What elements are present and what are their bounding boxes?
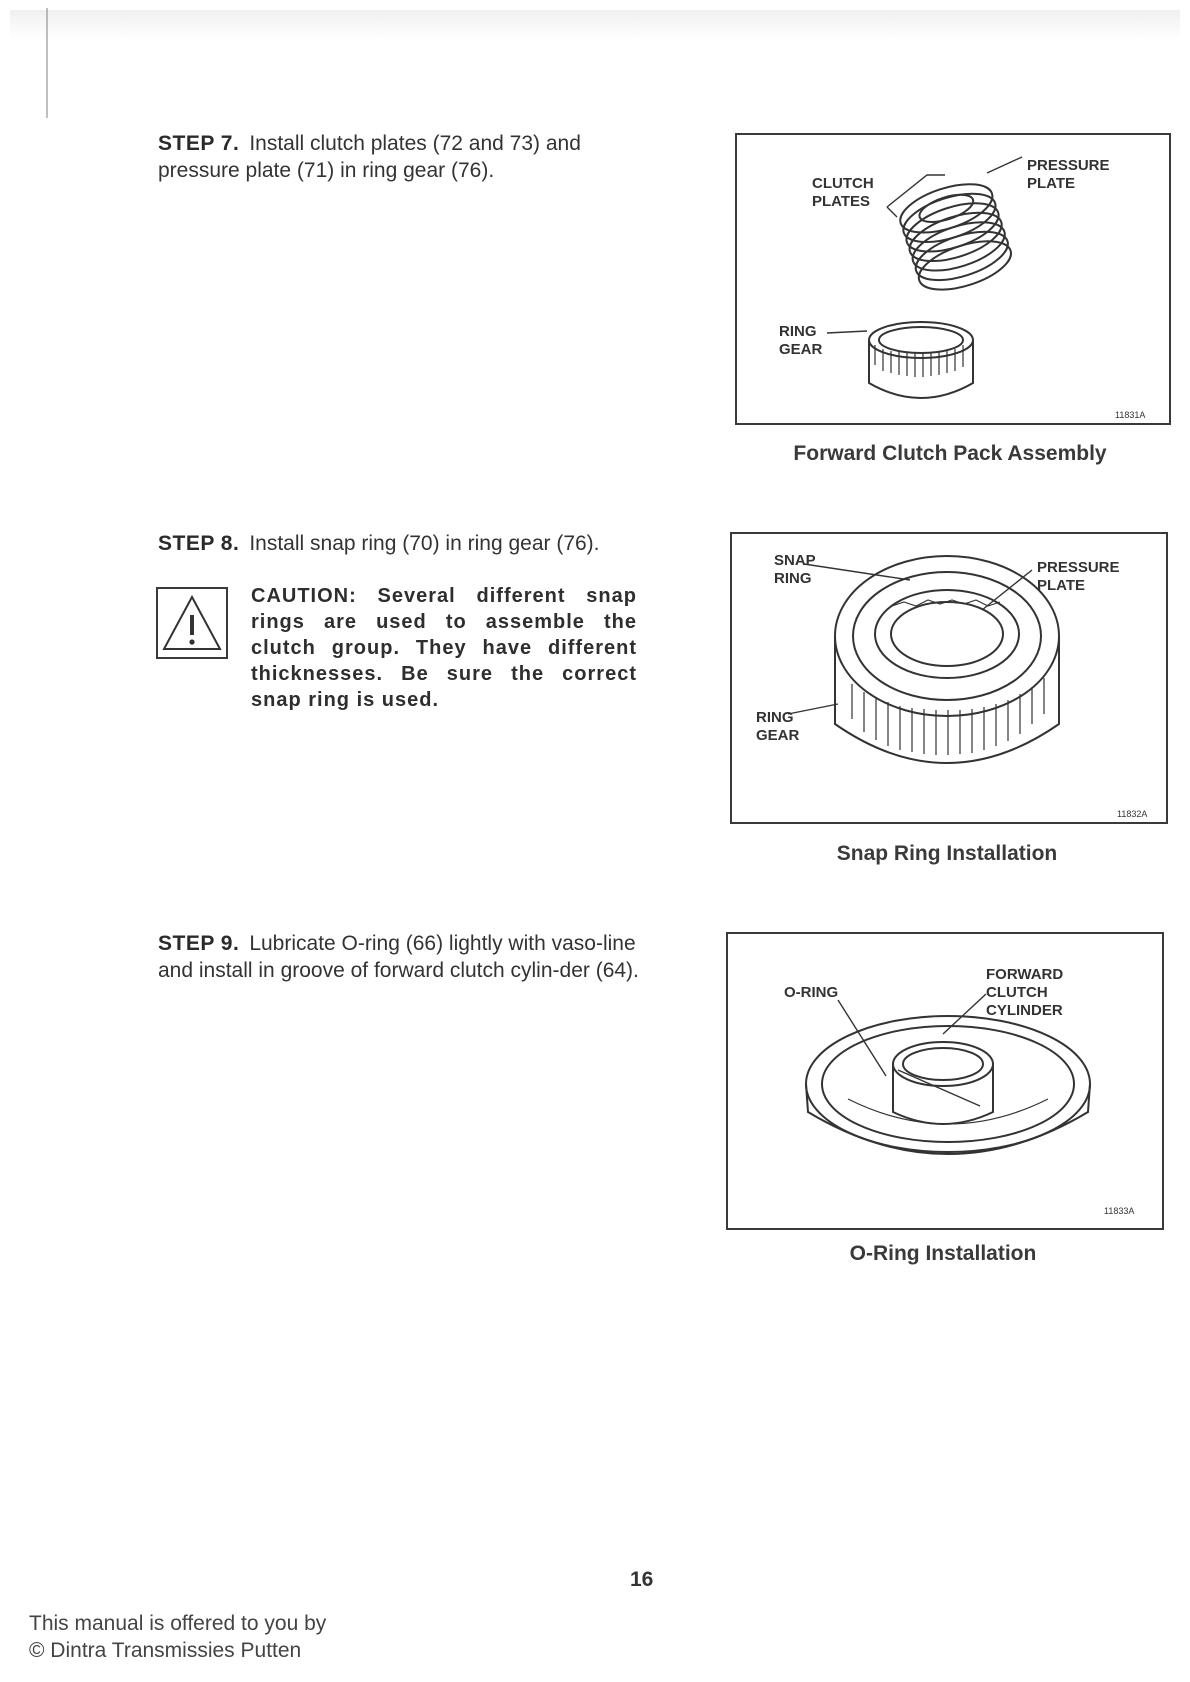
- caution-text: CAUTION: Several different snap rings are used to assemble the clutch group. They have different thicknesses. Be sure the correct snap ring is used.: [251, 585, 637, 711]
- step-7: [158, 130, 640, 184]
- figure-code: 11832A: [1117, 809, 1148, 819]
- figure-caption: O-Ring Installation: [849, 1242, 1037, 1265]
- warning-triangle-icon: [156, 587, 228, 659]
- step-label: STEP 9.: [158, 932, 240, 955]
- step-text: Install clutch plates (72 and 73) and pressure plate (71) in ring gear (76).: [158, 132, 581, 182]
- step-8: [158, 530, 640, 557]
- scan-mark: [46, 8, 48, 118]
- label-forward-clutch-cylinder: FORWARD CLUTCH CYLINDER: [986, 966, 1064, 1019]
- page-number: 16: [630, 1568, 654, 1591]
- step-label: STEP 8.: [158, 532, 240, 555]
- label-clutch-plates: CLUTCH PLATES: [812, 175, 874, 210]
- label-pressure-plate: PRESSURE PLATE: [1027, 157, 1110, 192]
- label-ring-gear: RING GEAR: [756, 709, 800, 744]
- label-ring-gear: RING GEAR: [779, 323, 823, 358]
- step-label: STEP 7.: [158, 132, 240, 155]
- footer-credit: This manual is offered to you by © Dintra Transmissies Putten: [29, 1612, 327, 1662]
- label-snap-ring: SNAP RING: [774, 552, 816, 587]
- figure-forward-clutch-pack: [735, 133, 1171, 425]
- o-ring-illustration: [728, 934, 1162, 1228]
- figure-snap-ring-installation: [730, 532, 1168, 824]
- scan-edge-shadow: [10, 10, 1180, 40]
- figure-caption: Snap Ring Installation: [836, 842, 1058, 865]
- step-text: Lubricate O-ring (66) lightly with vaso-line and install in groove of forward clutch cylin-der (64).: [158, 932, 639, 982]
- figure-caption: Forward Clutch Pack Assembly: [793, 442, 1107, 465]
- label-pressure-plate: PRESSURE PLATE: [1037, 559, 1120, 594]
- label-o-ring: O-RING: [784, 984, 839, 1001]
- figure-code: 11831A: [1115, 410, 1146, 420]
- figure-code: 11833A: [1104, 1206, 1135, 1216]
- step-text: Install snap ring (70) in ring gear (76).: [249, 532, 600, 555]
- figure-o-ring-installation: [726, 932, 1164, 1230]
- step-9: [158, 930, 640, 984]
